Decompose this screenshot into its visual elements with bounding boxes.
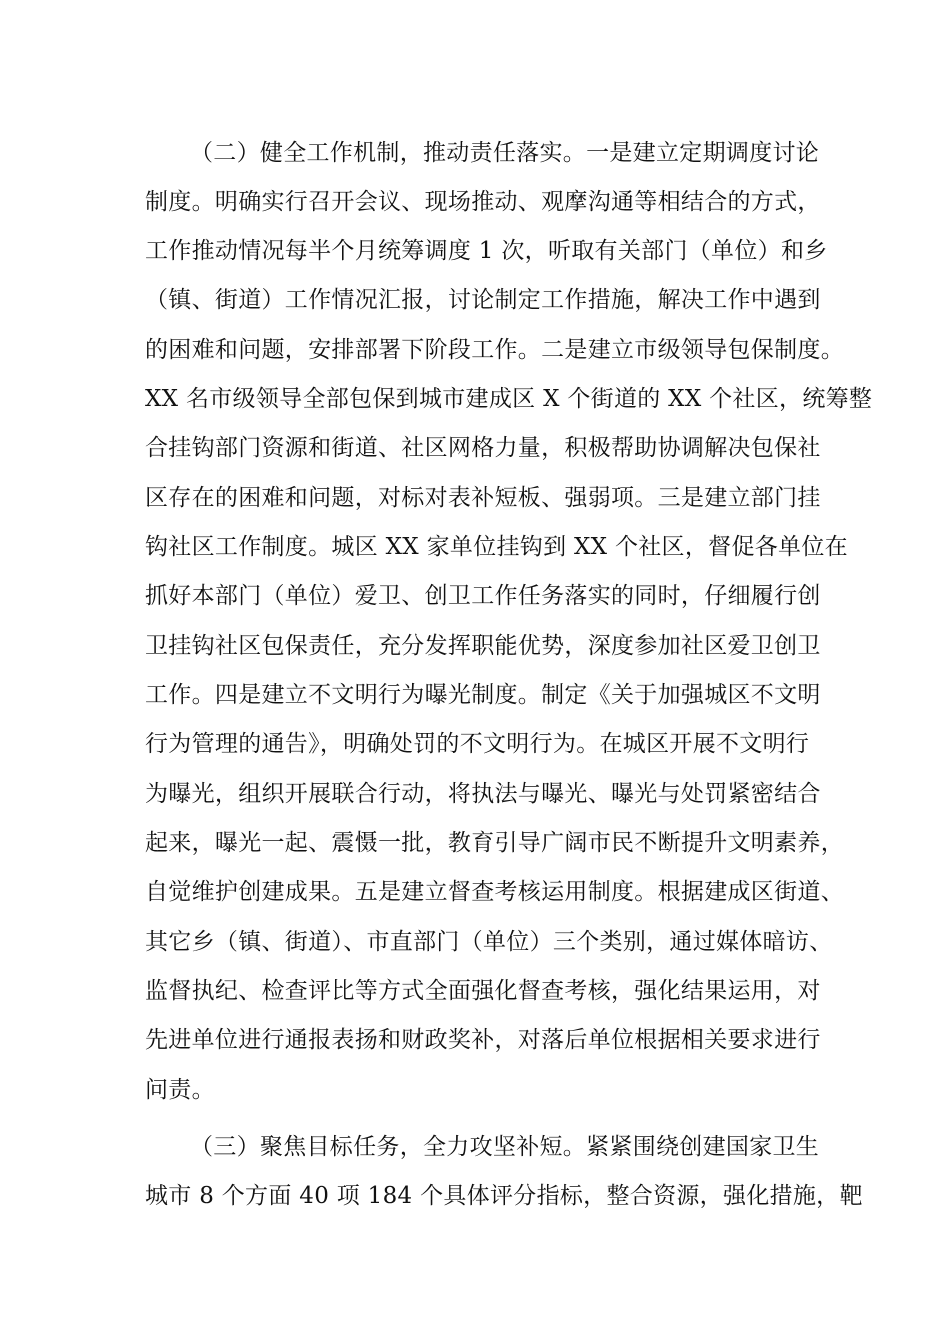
text-line: （镇、街道）工作情况汇报，讨论制定工作措施，解决工作中遇到 bbox=[145, 287, 821, 313]
text-line: 行为管理的通告》，明确处罚的不文明行为。在城区开展不文明行 bbox=[145, 731, 810, 757]
text-line: 问责。 bbox=[145, 1077, 215, 1103]
text-line: 合挂钩部门资源和街道、社区网格力量，积极帮助协调解决包保社 bbox=[145, 435, 821, 461]
text-line: 其它乡（镇、街道）、市直部门（单位）三个类别，通过媒体暗访、 bbox=[145, 929, 833, 955]
text-line: 钩社区工作制度。城区 XX 家单位挂钩到 XX 个社区，督促各单位在 bbox=[145, 534, 848, 560]
text-line: 先进单位进行通报表扬和财政奖补，对落后单位根据相关要求进行 bbox=[145, 1027, 821, 1053]
text-line: 起来，曝光一起、震慑一批，教育引导广阔市民不断提升文明素养， bbox=[145, 830, 844, 856]
text-line: XX 名市级领导全部包保到城市建成区 X 个街道的 XX 个社区，统筹整 bbox=[145, 386, 873, 412]
text-line: 抓好本部门（单位）爱卫、创卫工作任务落实的同时，仔细履行创 bbox=[145, 583, 821, 609]
text-line: 区存在的困难和问题，对标对表补短板、强弱项。三是建立部门挂 bbox=[145, 485, 821, 511]
text-line: 工作推动情况每半个月统筹调度 1 次，听取有关部门（单位）和乡 bbox=[145, 238, 828, 264]
text-line: 监督执纪、检查评比等方式全面强化督查考核，强化结果运用，对 bbox=[145, 978, 821, 1004]
text-line: 城市 8 个方面 40 项 184 个具体评分指标，整合资源，强化措施，靶 bbox=[145, 1183, 863, 1209]
text-line: 卫挂钩社区包保责任，充分发挥职能优势，深度参加社区爱卫创卫 bbox=[145, 633, 821, 659]
text-line: 的困难和问题，安排部署下阶段工作。二是建立市级领导包保制度。 bbox=[145, 337, 844, 363]
text-line: 为曝光，组织开展联合行动，将执法与曝光、曝光与处罚紧密结合 bbox=[145, 781, 821, 807]
text-line: （二）健全工作机制，推动责任落实。一是建立定期调度讨论 bbox=[190, 140, 820, 166]
text-line: （三）聚焦目标任务，全力攻坚补短。紧紧围绕创建国家卫生 bbox=[190, 1134, 820, 1160]
text-line: 自觉维护创建成果。五是建立督查考核运用制度。根据建成区街道、 bbox=[145, 879, 844, 905]
text-line: 制度。明确实行召开会议、现场推动、观摩沟通等相结合的方式， bbox=[145, 189, 821, 215]
text-line: 工作。四是建立不文明行为曝光制度。制定《关于加强城区不文明 bbox=[145, 682, 821, 708]
